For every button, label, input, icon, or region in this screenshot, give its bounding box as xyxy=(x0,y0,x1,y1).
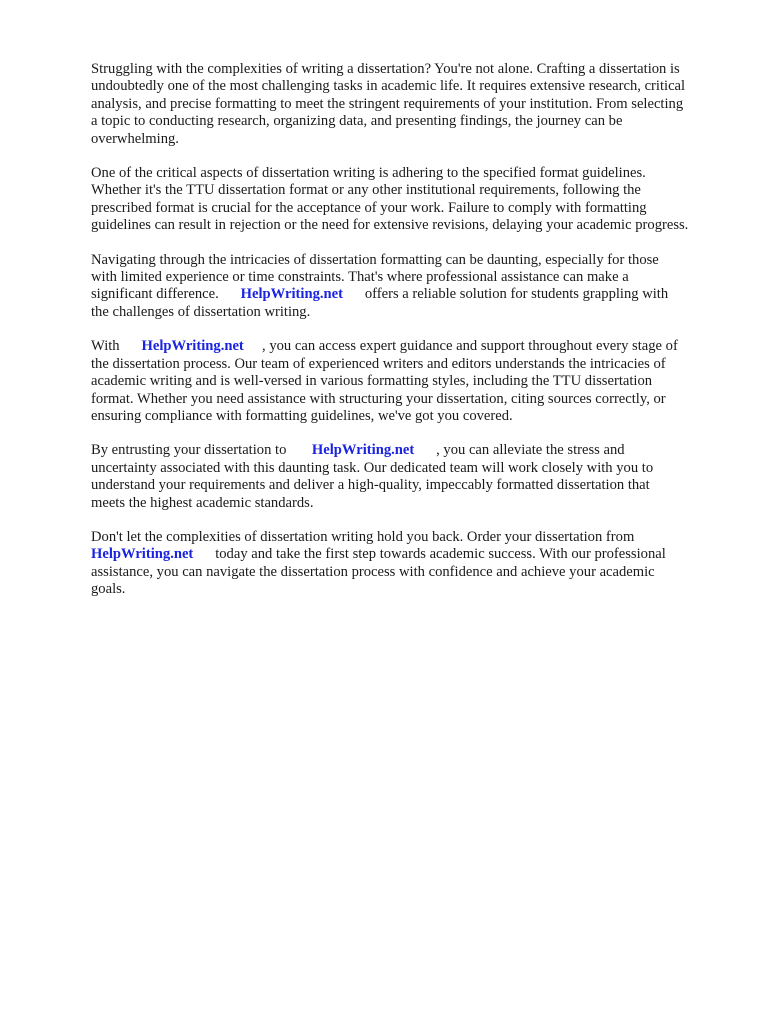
paragraph-call-to-action xyxy=(91,529,741,599)
helpwriting-link[interactable]: HelpWriting.net xyxy=(141,338,244,355)
paragraph-text: One of the critical aspects of dissertation writing is adhering to the specified format guidelines. Whether it's the TTU dissertation format or any other institutional requirements, following the prescribed format is crucial for the acceptance of your work. Failure to comply with formatting guidelines can result in rejection or the need for extensive revisions, delaying your academic progress. xyxy=(91,165,689,234)
paragraph-text: , you can access expert guidance and support throughout every stage of the dissertation process. Our team of experienced writers and editors understands the intricacies of academic writing and is well-versed in various formatting styles, including the TTU dissertation format. Whether you need assistance with structuring your dissertation, citing sources correctly, or ensuring compliance with formatting guidelines, we've got you covered. xyxy=(91,338,678,424)
paragraph-text: , you can alleviate the stress and uncertainty associated with this daunting task. Our dedicated team will work closely with you to understand your requirements and deliver a high-quality, impeccably formatted dissertation that meets the highest academic standards. xyxy=(91,442,654,511)
paragraph-text: offers a reliable solution for students grappling with the challenges of dissertation writing. xyxy=(91,286,669,320)
paragraph-professional-assistance xyxy=(91,252,741,322)
paragraph-intro xyxy=(91,61,741,148)
helpwriting-link[interactable]: HelpWriting.net xyxy=(311,442,415,459)
paragraph-text: Struggling with the complexities of writing a dissertation? You're not alone. Crafting a dissertation is undoubtedly one of the most challenging tasks in academic life. It requires extensive research, critical analysis, and precise formatting to meet the stringent requirements of your institution. From selecting a topic to conducting research, organizing data, and presenting findings, the journey can be overwhelming. xyxy=(91,61,686,147)
document-body xyxy=(91,61,741,616)
paragraph-text: today and take the first step towards academic success. With our professional assistance, you can navigate the dissertation process with confidence and achieve your academic goals. xyxy=(91,546,666,598)
paragraph-entrusting xyxy=(91,442,741,512)
paragraph-text: Navigating through the intricacies of dissertation formatting can be daunting, especially for those with limited experience or time constraints. That's where professional assistance can make a significant difference. xyxy=(91,251,659,303)
paragraph-text: Don't let the complexities of dissertation writing hold you back. Order your dissertation from xyxy=(91,528,635,545)
paragraph-expert-guidance xyxy=(91,338,741,425)
paragraph-text: With xyxy=(91,338,142,355)
paragraph-text: By entrusting your dissertation to xyxy=(91,442,312,459)
helpwriting-link[interactable]: HelpWriting.net xyxy=(91,546,194,563)
helpwriting-link[interactable]: HelpWriting.net xyxy=(240,286,343,303)
paragraph-format-guidelines xyxy=(91,165,741,235)
